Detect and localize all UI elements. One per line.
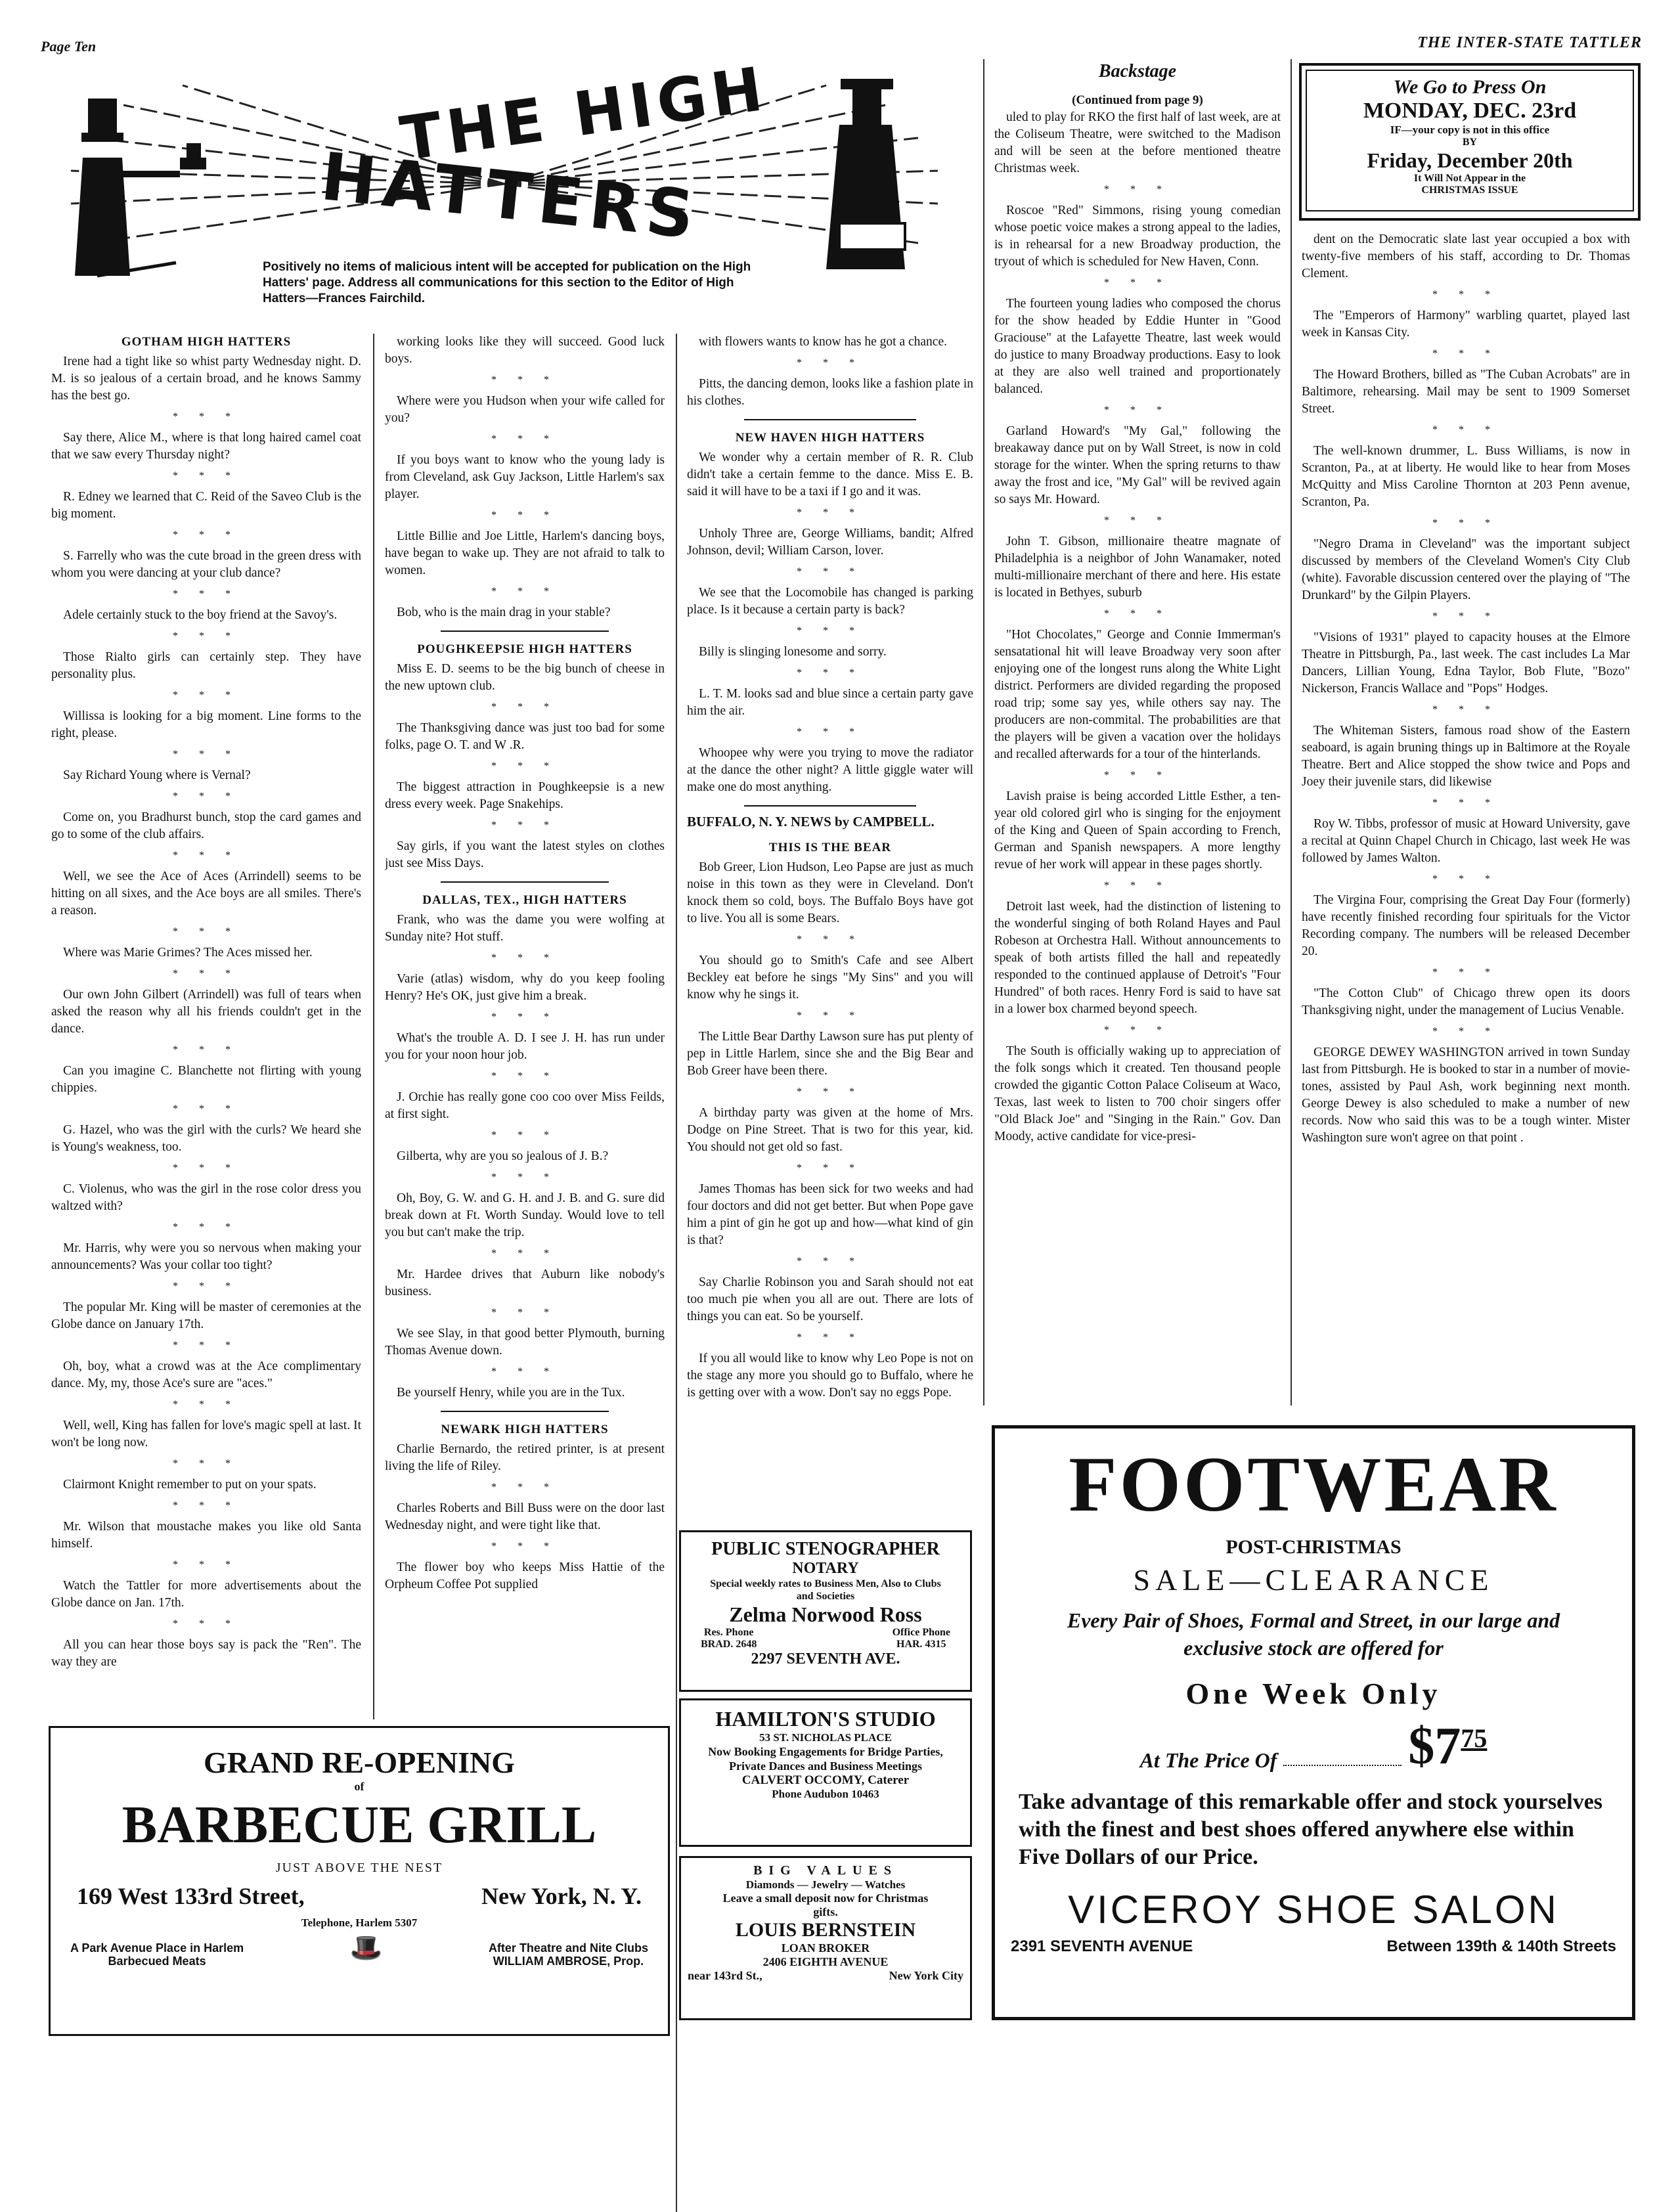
item-separator: * * * <box>173 1103 240 1115</box>
news-item: G. Hazel, who was the girl with the curls? We heard she is Young's weakness, too. <box>51 1123 361 1154</box>
item-separator: * * * <box>1432 424 1499 435</box>
news-item: Gilberta, why are you so jealous of J. B.? <box>397 1149 609 1163</box>
item-separator: * * * <box>1104 880 1171 891</box>
press-line2: MONDAY, DEC. 23rd <box>1363 99 1577 123</box>
column-rule <box>676 334 677 2212</box>
item-list <box>385 912 665 1402</box>
news-item: Roy W. Tibbs, professor of music at Howard University, gave a recital at Quinn Chapel Church in Chicago, last week He was followed by James Walton. <box>1302 817 1630 865</box>
news-item: S. Farrelly who was the cute broad in the green dress with whom you were dancing at your club dance? <box>51 549 361 580</box>
news-item: Little Billie and Joe Little, Harlem's dancing boys, have began to wake up. They are not afraid to talk to women. <box>385 529 665 577</box>
news-item: The popular Mr. King will be master of ceremonies at the Globe dance on January 17th. <box>51 1300 361 1331</box>
news-item: We see Slay, in that good better Plymouth, burning Thomas Avenue down. <box>385 1327 665 1358</box>
news-item: If you boys want to know who the young lady is from Cleveland, ask Guy Jackson, Little Harlem's sax player. <box>385 453 665 501</box>
news-item: Mr. Harris, why were you so nervous when making your announcements? Was your collar too tight? <box>51 1241 361 1272</box>
item-separator: * * * <box>173 1559 240 1570</box>
item-separator: * * * <box>1104 608 1171 619</box>
item-separator: * * * <box>1104 770 1171 781</box>
ad-line: Leave a small deposit now for Christmas gifts. <box>722 1891 929 1918</box>
item-separator: * * * <box>797 667 864 678</box>
ad-line: Every Pair of Shoes, Formal and Street, in our large and exclusive stock are offered for <box>1067 1608 1560 1660</box>
item-separator: * * * <box>173 470 240 481</box>
ad-line: near 143rd St., <box>688 1969 762 1982</box>
item-separator: * * * <box>797 934 864 945</box>
item-list <box>385 661 665 872</box>
item-separator: * * * <box>491 1130 558 1141</box>
ad-line: GRAND RE-OPENING <box>203 1746 516 1779</box>
item-separator: * * * <box>173 690 240 701</box>
item-separator: * * * <box>173 1399 240 1410</box>
news-item: Pitts, the dancing demon, looks like a fashion plate in his clothes. <box>687 377 973 408</box>
store-name: VICEROY SHOE SALON <box>1068 1888 1559 1932</box>
ad-address: 169 West 133rd Street, <box>77 1883 305 1909</box>
news-item: The Thanksgiving dance was just too bad for some folks, page O. T. and W .R. <box>385 721 665 752</box>
news-item: The "Emperors of Harmony" warbling quartet, played last week in Kansas City. <box>1302 309 1630 340</box>
ad-line: POST-CHRISTMAS <box>1225 1536 1401 1558</box>
news-item: Where were you Hudson when your wife called for you? <box>385 394 665 425</box>
item-separator: * * * <box>797 1086 864 1097</box>
news-item: The fourteen young ladies who composed the chorus for the show headed by Eddie Hunter in "Good Graciouse" at the Lafayette Theatre, last week would do justice to many Broadway productions. Easy to look at they are also well trained and proportionately balanced. <box>994 297 1281 396</box>
ad-headline: SALE—CLEARANCE <box>1133 1563 1494 1597</box>
item-separator: * * * <box>491 374 558 386</box>
item-separator: * * * <box>491 1011 558 1023</box>
news-item: If you all would like to know why Leo Pope is not on the stage any more you should go to Buffalo, where he is getting over with a wow. Don't say no eggs Pope. <box>687 1352 973 1400</box>
masthead-notice: Positively no items of malicious intent will be accepted for publication on the High Hatters' page. Address all communications for this section to the Editor of High Hatters—Frances Fairchild. <box>263 260 751 305</box>
item-separator: * * * <box>173 588 240 600</box>
ad-title: FOOTWEAR <box>1069 1440 1558 1528</box>
news-item: Can you imagine C. Blanchette not flirting with young chippies. <box>51 1064 361 1095</box>
section-heading: GOTHAM HIGH HATTERS <box>121 335 292 349</box>
ad-line: NOTARY <box>792 1560 859 1577</box>
item-separator: * * * <box>491 1366 558 1377</box>
ad-line: After Theatre and Nite Clubs <box>488 1941 648 1955</box>
item-separator: * * * <box>173 1044 240 1055</box>
news-item: Our own John Gilbert (Arrindell) was full of tears when asked the reason why all his friends couldn't get in the dance. <box>51 988 361 1036</box>
buffalo-heading: BUFFALO, N. Y. NEWS by CAMPBELL. <box>687 814 935 830</box>
divider <box>744 805 916 807</box>
news-item: The South is officially waking up to appreciation of the folk songs which it created. Ten thousand people crowded the gigantic Cotton Palace Coliseum at Waco, Texas, last week to listen to 700 choir singers offer "Old Black Joe" and "Singing in the Rain." Gov. Dan Moody, active candidate for vice-presi- <box>994 1044 1281 1143</box>
ad-line: 2406 EIGHTH AVENUE <box>762 1955 889 1968</box>
news-item: Varie (atlas) wisdom, why do you keep fooling Henry? He's OK, just give him a break. <box>385 972 665 1003</box>
item-list <box>994 109 1281 1145</box>
column-2 <box>385 334 665 1726</box>
price-cents: 75 <box>1461 1723 1488 1753</box>
news-item: Say there, Alice M., where is that long haired camel coat that we saw every Thursday night? <box>51 431 361 462</box>
masthead-illustration <box>32 53 977 282</box>
news-item: Charlie Bernardo, the retired printer, is at present living the life of Riley. <box>385 1442 665 1473</box>
item-separator: * * * <box>173 1340 240 1351</box>
news-item: Watch the Tattler for more advertisements about the Globe dance on Jan. 17th. <box>51 1579 361 1610</box>
item-separator: * * * <box>491 701 558 713</box>
ad-line: of <box>354 1780 364 1793</box>
news-item: Come on, you Bradhurst bunch, stop the card games and go to some of the club affairs. <box>51 810 361 841</box>
item-separator: * * * <box>1104 1025 1171 1036</box>
news-item: Miss E. D. seems to be the big bunch of cheese in the new uptown club. <box>385 662 665 693</box>
news-item: L. T. M. looks sad and blue since a certain party gave him the air. <box>687 687 973 718</box>
news-item: with flowers wants to know has he got a chance. <box>699 335 947 349</box>
ad-line: WILLIAM AMBROSE, Prop. <box>493 1955 644 1968</box>
news-item: Say girls, if you want the latest styles on clothes just see Miss Days. <box>385 839 665 870</box>
news-item: Well, we see the Ace of Aces (Arrindell) seems to be hitting on all sixes, and the Ace boys are all smiles. There's a reason. <box>51 870 361 918</box>
ad-line: Diamonds — Jewelry — Watches <box>745 1878 906 1891</box>
news-item: The Whiteman Sisters, famous road show of the Eastern seaboard, is again bruning things up in Baltimore at the Royale Theatre. Bert and Alice stopped the show twice and Pops and Joey their juvenile stars, did likewise <box>1302 724 1630 789</box>
press-line6: It Will Not Appear in the <box>1413 173 1526 184</box>
news-item: Bob Greer, Lion Hudson, Leo Papse are just as much noise in this town as they were in Cleveland. Don't knock them so cold, boys. The Buffalo Boys have got to live. You all is some Bears. <box>687 860 973 925</box>
ad-phone: Telephone, Harlem 5307 <box>301 1916 418 1929</box>
item-separator: * * * <box>491 1172 558 1183</box>
ad-name: Zelma Norwood Ross <box>729 1603 922 1626</box>
news-item: Unholy Three are, George Williams, bandit; Alfred Johnson, devil; William Carson, lover. <box>687 527 973 558</box>
item-list <box>687 449 973 796</box>
item-separator: * * * <box>173 529 240 541</box>
ad-title: BARBECUE GRILL <box>121 1796 597 1854</box>
ad-line: Phone Audubon 10463 <box>772 1788 879 1800</box>
item-separator: * * * <box>491 510 558 521</box>
masthead-title-line2: HATTERS <box>317 138 704 254</box>
news-item: Garland Howard's "My Gal," following the breakaway dance put on by Wall Street, is now in cold storage for the winter. When the spring returns to thaw away the frost and ice, "My Gal" will be revived again so says Mr. Howard. <box>994 424 1281 506</box>
column-3 <box>687 334 973 1516</box>
price-dollars: $7 <box>1408 1717 1461 1775</box>
ad-line: Take advantage of this remarkable offer and stock yourselves with the finest and best shoes offered anywhere else within Five Dollars of our Price. <box>1019 1790 1603 1869</box>
news-item: All you can hear those boys say is pack the "Ren". The way they are <box>51 1638 361 1669</box>
news-item: Willissa is looking for a big moment. Line forms to the right, please. <box>51 709 361 740</box>
price-leader <box>1283 1765 1401 1766</box>
news-item: "Hot Chocolates," George and Connie Immerman's sensatational hit will leave Broadway very soon after enjoying one of the longest runs along the White Light district. Performers are divided regarding the proposed road trip; some say yes, while others say nay. The producers are non-commital. The probabilities are that the players will be given a vacation over the holidays and recalled afterwards for a tour of the hinterlands. <box>994 628 1281 761</box>
section-heading: NEWARK HIGH HATTERS <box>441 1423 609 1436</box>
item-separator: * * * <box>491 1482 558 1493</box>
news-item: You should go to Smith's Cafe and see Albert Beckley eat before he sings "My Sins" and you will know why he sings it. <box>687 954 973 1002</box>
ad-line: BIG VALUES <box>753 1863 898 1878</box>
item-separator: * * * <box>173 968 240 979</box>
news-item: GEORGE DEWEY WASHINGTON arrived in town Sunday last from Pittsburgh. He is booked to star in a number of movie-tones, assisted by Paul Ash, work beginning next month. George Dewey is also scheduled to make a number of new records. Now who said this was to be a tough winter. Mister Washington sure won't agree on that point . <box>1302 1046 1630 1145</box>
ad-line: Office Phone <box>892 1627 950 1638</box>
news-item: R. Edney we learned that C. Reid of the Saveo Club is the big moment. <box>51 490 361 521</box>
news-item: Bob, who is the main drag in your stable? <box>397 606 611 619</box>
news-item: John T. Gibson, millionaire theatre magnate of Philadelphia is a neighbor of John Wanamaker, noted multi-millionaire merchant of there and here. His estate is located in Bethyes, suburb <box>994 535 1281 600</box>
section-heading: THIS IS THE BEAR <box>768 841 892 854</box>
news-item: working looks like they will succeed. Good luck boys. <box>385 335 665 366</box>
item-separator: * * * <box>173 1618 240 1629</box>
masthead-title-line1: THE HIGH <box>396 53 772 175</box>
news-item: James Thomas has been sick for two weeks and had four doctors and did not get better. But when Pope gave him a pint of gin he got up and how—what kind of gin is that? <box>687 1182 973 1247</box>
news-item: Say Charlie Robinson you and Sarah should not eat too much pie when you all are out. There are lots of things you can eat. So be yourself. <box>687 1275 973 1323</box>
news-item: C. Violenus, who was the girl in the rose color dress you waltzed with? <box>51 1182 361 1213</box>
column-backstage <box>994 63 1281 1403</box>
news-item: uled to play for RKO the first half of last week, are at the Coliseum Theatre, were switched to the Madison and will be seen at the before mentioned theatre Christmas week. <box>994 110 1281 175</box>
ad-title: HAMILTON'S STUDIO <box>715 1707 936 1731</box>
ad-hamilton-studio <box>679 1698 972 1847</box>
item-separator: * * * <box>1432 611 1499 622</box>
press-line5: Friday, December 20th <box>1367 148 1573 172</box>
item-separator: * * * <box>491 1541 558 1552</box>
item-list <box>687 334 973 410</box>
section-heading: DALLAS, TEX., HIGH HATTERS <box>422 893 627 907</box>
news-item: Billy is slinging lonesome and sorry. <box>699 645 887 659</box>
item-separator: * * * <box>173 1162 240 1174</box>
column-rule <box>1291 59 1292 1405</box>
price-label: At The Price Of <box>1139 1748 1277 1772</box>
item-separator: * * * <box>797 1256 864 1267</box>
item-separator: * * * <box>1432 874 1499 885</box>
ad-line: BRAD. 2648 <box>701 1639 757 1650</box>
news-item: Mr. Hardee drives that Auburn like nobody's business. <box>385 1268 665 1298</box>
item-separator: * * * <box>1432 518 1499 529</box>
page-number: Page Ten <box>41 38 97 55</box>
ad-line: JUST ABOVE THE NEST <box>275 1861 443 1875</box>
ad-line: HAR. 4315 <box>896 1639 946 1650</box>
news-item: J. Orchie has really gone coo coo over Miss Feilds, at first sight. <box>385 1090 665 1121</box>
ad-address: 2297 SEVENTH AVE. <box>751 1650 900 1668</box>
ad-line: Now Booking Engagements for Bridge Parties, Private Dances and Business Meetings <box>708 1745 943 1773</box>
ad-line: CALVERT OCCOMY, Caterer <box>741 1773 910 1787</box>
section-heading: POUGHKEEPSIE HIGH HATTERS <box>417 642 632 656</box>
news-item: Well, well, King has fallen for love's magic spell at last. It won't be long now. <box>51 1419 361 1449</box>
news-item: Lavish praise is being accorded Little Esther, a ten-year old colored girl who is singing for the enjoyment of the King and Queen of Spain according to French, German and Spanish newspapers. A more lengthy revue of her work will appear in these pages shortly. <box>994 789 1281 872</box>
item-separator: * * * <box>491 952 558 963</box>
press-line1: We Go to Press On <box>1393 76 1547 98</box>
item-separator: * * * <box>491 433 558 445</box>
news-item: The Little Bear Darthy Lawson sure has put plenty of pep in Little Harlem, since she and the Big Bear and Bob Greer have been there. <box>687 1030 973 1078</box>
news-item: Say Richard Young where is Vernal? <box>63 768 251 782</box>
news-item: The Howard Brothers, billed as "The Cuban Acrobats" are in Baltimore, rehearsing. Mail may be sent to 1909 Somerset Street. <box>1302 368 1630 416</box>
ad-line: 53 ST. NICHOLAS PLACE <box>759 1731 892 1744</box>
item-separator: * * * <box>491 1307 558 1318</box>
column-gotham <box>51 334 361 1726</box>
item-separator: * * * <box>491 586 558 597</box>
divider <box>441 1411 609 1412</box>
ad-line: Special weekly rates to Business Men, Also to Clubs and Societies <box>710 1578 941 1602</box>
item-separator: * * * <box>491 820 558 831</box>
item-separator: * * * <box>1432 289 1499 300</box>
item-separator: * * * <box>491 1248 558 1259</box>
item-list <box>1302 231 1630 1147</box>
continued-note: (Continued from page 9) <box>1072 93 1203 107</box>
store-cross-streets: Between 139th & 140th Streets <box>1386 1937 1616 1955</box>
section-heading: NEW HAVEN HIGH HATTERS <box>735 431 925 445</box>
news-item: Those Rialto girls can certainly step. They have personality plus. <box>51 650 361 681</box>
item-separator: * * * <box>173 630 240 642</box>
news-item: Roscoe "Red" Simmons, rising young comedian whose poetic voice makes a strong appeal to the ladies, is in rehearsal for a new Broadway production, the tryout of which is scheduled for New Haven, Conn. <box>994 204 1281 269</box>
item-separator: * * * <box>173 926 240 937</box>
item-separator: * * * <box>797 726 864 738</box>
item-separator: * * * <box>173 1281 240 1292</box>
press-line3: IF—your copy is not in this office <box>1390 123 1550 136</box>
ad-stenographer <box>679 1530 972 1692</box>
ad-headline: One Week Only <box>1185 1677 1442 1710</box>
item-separator: * * * <box>1432 967 1499 978</box>
news-item: "Visions of 1931" played to capacity houses at the Elmore Theatre in Pittsburgh, Pa., last week. The cast includes La Mar Dancers, Lillian Young, Edna Taylor, Bob Flute, "Bozo" Nickerson, Francis Wallace and "Pops" Hodges. <box>1302 630 1630 696</box>
column-rule <box>983 59 984 1405</box>
item-separator: * * * <box>797 1162 864 1174</box>
divider <box>441 881 609 883</box>
item-separator: * * * <box>1104 405 1171 416</box>
item-separator: * * * <box>797 1332 864 1343</box>
item-separator: * * * <box>491 761 558 772</box>
press-deadline-box <box>1299 63 1641 221</box>
item-separator: * * * <box>1432 1026 1499 1037</box>
ad-line: PUBLIC STENOGRAPHER <box>711 1539 940 1559</box>
press-line7: CHRISTMAS ISSUE <box>1421 185 1518 196</box>
ad-line: LOAN BROKER <box>781 1941 870 1955</box>
item-separator: * * * <box>797 625 864 636</box>
news-item: Mr. Wilson that moustache makes you like old Santa himself. <box>51 1520 361 1551</box>
news-item: Clairmont Knight remember to put on your spats. <box>63 1478 317 1492</box>
column-rule <box>373 334 374 1719</box>
news-item: We wonder why a certain member of R. R. Club didn't take a certain femme to the dance. Miss E. B. said it will have to be a taxi if I go and it was. <box>687 451 973 498</box>
news-item: Oh, boy, what a crowd was at the Ace complimentary dance. My, my, those Ace's sure are "aces." <box>51 1360 361 1390</box>
item-separator: * * * <box>1104 515 1171 526</box>
news-item: Frank, who was the dame you were wolfing at Sunday nite? Hot stuff. <box>385 913 665 944</box>
item-separator: * * * <box>173 411 240 422</box>
ad-name: LOUIS BERNSTEIN <box>735 1919 916 1941</box>
item-separator: * * * <box>797 507 864 518</box>
item-separator: * * * <box>173 749 240 760</box>
ad-barbecue-grill <box>49 1726 670 2036</box>
divider <box>441 630 609 632</box>
ad-line: Barbecued Meats <box>108 1955 206 1968</box>
item-separator: * * * <box>797 566 864 577</box>
store-address: 2391 SEVENTH AVENUE <box>1011 1937 1193 1955</box>
item-separator: * * * <box>173 1500 240 1511</box>
item-separator: * * * <box>491 1071 558 1082</box>
news-item: The flower boy who keeps Miss Hattie of the Orpheum Coffee Pot supplied <box>385 1560 665 1591</box>
item-list <box>51 353 361 1671</box>
news-item: The biggest attraction in Poughkeepsie is a new dress every week. Page Snakehips. <box>385 780 665 811</box>
item-list <box>385 1441 665 1593</box>
news-item: We see that the Locomobile has changed is parking place. Is it because a certain party is back? <box>687 586 973 617</box>
item-separator: * * * <box>1432 704 1499 715</box>
item-separator: * * * <box>1104 277 1171 288</box>
divider <box>744 419 916 420</box>
item-separator: * * * <box>173 1458 240 1469</box>
item-list <box>385 334 665 621</box>
news-item: dent on the Democratic slate last year occupied a box with twenty-five members of his staff, according to Dr. Thomas Clement. <box>1302 232 1630 280</box>
item-separator: * * * <box>173 850 240 861</box>
news-item: "Negro Drama in Cleveland" was the important subject discussed by members of the Cleveland Women's City Club (white). Favorable discussion centered over the playing of "The Drunkard" by the Gilpin Players. <box>1302 537 1630 602</box>
ad-line: Res. Phone <box>703 1627 754 1638</box>
news-item: Whoopee why were you trying to move the radiator at the dance the other night? A little giggle water will make one do most anything. <box>687 746 973 794</box>
hat-icon: 🎩 <box>349 1934 383 1962</box>
ad-footwear <box>992 1425 1635 2020</box>
item-separator: * * * <box>797 1010 864 1021</box>
news-item: Adele certainly stuck to the boy friend at the Savoy's. <box>63 608 338 622</box>
news-item: Where was Marie Grimes? The Aces missed her. <box>63 946 313 960</box>
news-item: Charles Roberts and Bill Buss were on the door last Wednesday night, and were tight like that. <box>385 1501 665 1532</box>
news-item: Detroit last week, had the distinction of listening to the wonderful singing of both Roland Hayes and Paul Robeson at Orchestra Hall. Without announcements to speak of both artists filled the hall and repeatedly responded to the continued applause of Detroit's "Four Hundred" of both races. Henry Ford is said to have sat in a lower box charmed beyond speech. <box>994 900 1281 1016</box>
backstage-heading: Backstage <box>1098 63 1177 81</box>
news-item: The Virgina Four, comprising the Great Day Four (formerly) have recently finished recording four spirituals for the Victor Recording company. The numbers will be released December 20. <box>1302 893 1630 958</box>
item-separator: * * * <box>173 1222 240 1233</box>
item-separator: * * * <box>1104 184 1171 195</box>
news-item: Be yourself Henry, while you are in the Tux. <box>397 1386 625 1400</box>
item-separator: * * * <box>1432 348 1499 359</box>
news-item: Irene had a tight like so whist party Wednesday night. D. M. is so jealous of a certain broad, and he knows Sammy has the best go. <box>51 355 361 403</box>
ad-line: A Park Avenue Place in Harlem <box>70 1941 244 1955</box>
press-line4: BY <box>1462 137 1478 148</box>
item-separator: * * * <box>173 791 240 802</box>
news-item: Oh, Boy, G. W. and G. H. and J. B. and G. sure did break down at Ft. Worth Sunday. Would love to tell you but can't make the trip. <box>385 1191 665 1239</box>
ad-city: New York, N. Y. <box>481 1883 642 1909</box>
item-separator: * * * <box>1432 797 1499 808</box>
news-item: A birthday party was given at the home of Mrs. Dodge on Pine Street. That is two for this year, kid. You should not get old so fast. <box>687 1106 973 1154</box>
ad-line: New York City <box>889 1969 963 1982</box>
item-separator: * * * <box>797 357 864 368</box>
news-item: What's the trouble A. D. I see J. H. has run under you for your noon hour job. <box>385 1031 665 1062</box>
ad-louis-bernstein <box>679 1856 972 2020</box>
news-item: "The Cotton Club" of Chicago threw open its doors Thanksgiving night, under the management of Lucius Venable. <box>1302 986 1630 1017</box>
item-list <box>687 859 973 1402</box>
column-5 <box>1302 231 1630 1407</box>
news-item: The well-known drummer, L. Buss Williams, is now in Scranton, Pa., at at liberty. He would like to hear from Moses McQuitty and Miss Caroline Thornton at 203 Penn avenue, Scranton, Pa. <box>1302 444 1630 509</box>
paper-name: THE INTER-STATE TATTLER <box>1417 34 1642 51</box>
